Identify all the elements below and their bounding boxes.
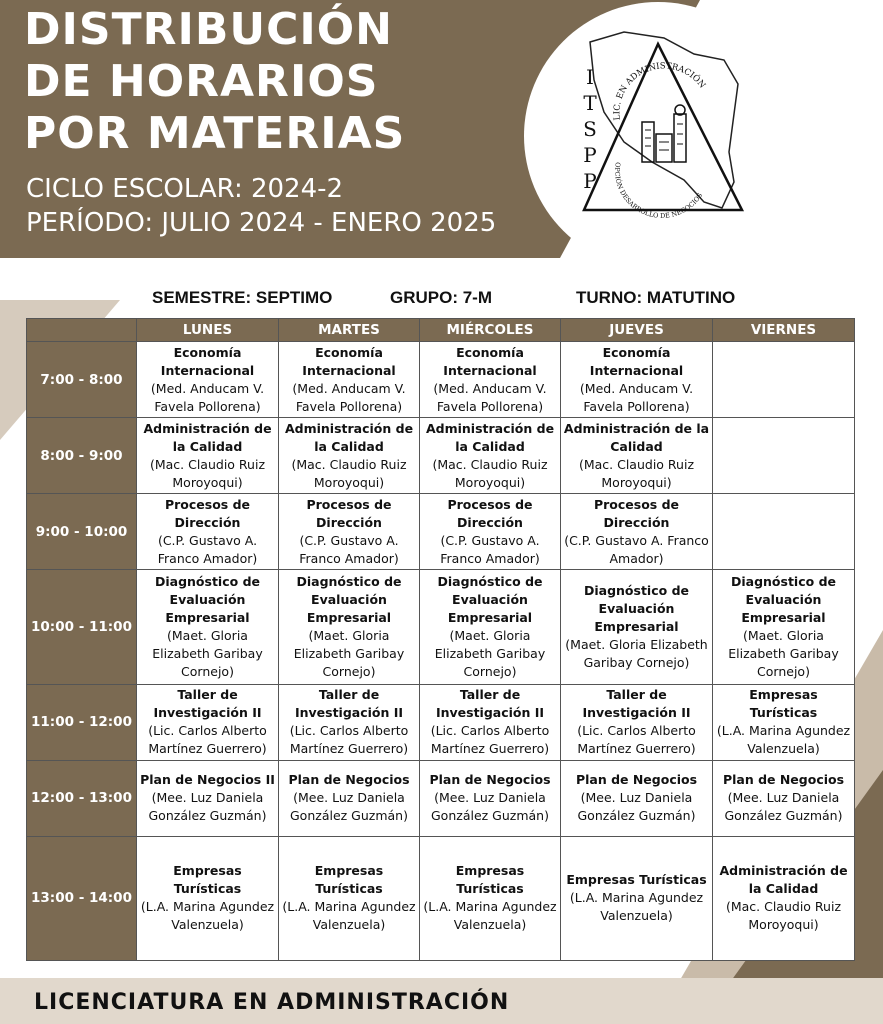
- period-text: PERÍODO: JULIO 2024 - ENERO 2025: [26, 208, 497, 238]
- professor-name: (Mac. Claudio Ruiz Moroyoqui): [291, 456, 407, 490]
- schedule-cell: [713, 570, 855, 684]
- table-row: [27, 418, 855, 494]
- professor-name: (Med. Anducam V. Favela Pollorena): [579, 380, 694, 414]
- subject-name: Administración de la Calidad: [425, 420, 555, 454]
- group-label: GRUPO: 7-M: [390, 288, 492, 307]
- schedule-cell: [561, 760, 713, 836]
- title-line: POR MATERIAS: [24, 108, 406, 159]
- subject-name: Administración de la Calidad: [719, 863, 848, 897]
- schedule-cell: [279, 418, 420, 494]
- schedule-cell: [561, 836, 713, 960]
- time-slot: 7:00 - 8:00: [27, 342, 137, 418]
- schedule-cell: [137, 684, 279, 760]
- day-header: MIÉRCOLES: [420, 319, 561, 342]
- professor-name: (Med. Anducam V. Favela Pollorena): [150, 380, 265, 414]
- schedule-cell: [279, 684, 420, 760]
- schedule-cell: [137, 342, 279, 418]
- subject-name: Taller de Investigación II: [294, 687, 404, 721]
- schedule-cell: [420, 418, 561, 494]
- semester-label: SEMESTRE: SEPTIMO: [152, 288, 333, 307]
- subject-name: Administración de la Calidad: [563, 420, 710, 454]
- schedule-cell: [137, 760, 279, 836]
- subject-name: Empresas Turísticas: [749, 687, 818, 721]
- schedule-cell: [561, 342, 713, 418]
- schedule-cell: [279, 342, 420, 418]
- subject-name: Taller de Investigación II: [435, 687, 545, 721]
- subject-name: Diagnóstico de Evaluación Empresarial: [583, 582, 689, 634]
- cycle-info: [26, 172, 496, 240]
- subject-name: Administración de la Calidad: [143, 420, 272, 454]
- schedule-cell: [137, 418, 279, 494]
- time-slot: 12:00 - 13:00: [27, 760, 137, 836]
- schedule-cell: [561, 684, 713, 760]
- subject-name: Plan de Negocios: [429, 772, 551, 788]
- day-header: MARTES: [279, 319, 420, 342]
- subject-name: Plan de Negocios: [288, 772, 410, 788]
- page-title: [24, 4, 405, 160]
- professor-name: (Lic. Carlos Alberto Martínez Guerrero): [289, 723, 409, 757]
- professor-name: (Mee. Luz Daniela González Guzmán): [724, 790, 843, 824]
- subject-name: Procesos de Dirección: [593, 496, 680, 530]
- professor-name: (L.A. Marina Agundez Valenzuela): [569, 890, 704, 924]
- professor-name: (L.A. Marina Agundez Valenzuela): [716, 723, 851, 757]
- schedule-cell: [137, 570, 279, 684]
- schedule-cell: [420, 684, 561, 760]
- schedule-cell: [561, 494, 713, 570]
- time-slot: 9:00 - 10:00: [27, 494, 137, 570]
- header-corner: [27, 319, 137, 342]
- subject-name: Diagnóstico de Evaluación Empresarial: [296, 573, 402, 625]
- shift-label: TURNO: MATUTINO: [576, 288, 736, 307]
- itspp-logo-icon: [524, 2, 792, 270]
- professor-name: (Maet. Gloria Elizabeth Garibay Cornejo): [565, 636, 708, 670]
- subject-name: Procesos de Dirección: [306, 496, 392, 530]
- professor-name: (Mac. Claudio Ruiz Moroyoqui): [578, 456, 695, 490]
- time-slot: 13:00 - 14:00: [27, 836, 137, 960]
- subject-name: Economía Internacional: [443, 344, 537, 378]
- table-row: [27, 494, 855, 570]
- professor-name: (C.P. Gustavo A. Franco Amador): [564, 532, 709, 566]
- title-line: DISTRIBUCIÓN: [24, 4, 394, 55]
- subject-name: Taller de Investigación II: [582, 687, 691, 721]
- schedule-cell: [420, 760, 561, 836]
- professor-name: (Lic. Carlos Alberto Martínez Guerrero): [148, 723, 267, 757]
- schedule-cell: [420, 342, 561, 418]
- schedule-cell: [279, 760, 420, 836]
- professor-name: (Mee. Luz Daniela González Guzmán): [290, 790, 408, 824]
- cycle-text: CICLO ESCOLAR: 2024-2: [26, 174, 344, 204]
- title-line: DE HORARIOS: [24, 56, 379, 107]
- time-slot: 10:00 - 11:00: [27, 570, 137, 684]
- subject-name: Empresas Turísticas: [566, 872, 707, 888]
- professor-name: (Maet. Gloria Elizabeth Garibay Cornejo): [728, 627, 839, 679]
- schedule-cell: [713, 836, 855, 960]
- time-slot: 11:00 - 12:00: [27, 684, 137, 760]
- schedule-cell: [561, 570, 713, 684]
- schedule-cell: [279, 836, 420, 960]
- subject-name: Empresas Turísticas: [314, 863, 384, 897]
- professor-name: (L.A. Marina Agundez Valenzuela): [282, 899, 416, 933]
- logo-letter: I: [586, 65, 594, 89]
- schedule-cell: [713, 418, 855, 494]
- table-header-row: [27, 319, 855, 342]
- professor-name: (C.P. Gustavo A. Franco Amador): [157, 532, 258, 566]
- table-row: [27, 342, 855, 418]
- professor-name: (Lic. Carlos Alberto Martínez Guerrero): [577, 723, 696, 757]
- professor-name: (Mac. Claudio Ruiz Moroyoqui): [432, 456, 548, 490]
- schedule-cell: [137, 836, 279, 960]
- footer-title: LICENCIATURA EN ADMINISTRACIÓN: [34, 990, 510, 1015]
- schedule-cell: [420, 836, 561, 960]
- subject-name: Procesos de Dirección: [447, 496, 533, 530]
- logo-letter: S: [583, 117, 597, 141]
- subject-name: Diagnóstico de Evaluación Empresarial: [437, 573, 543, 625]
- schedule-cell: [137, 494, 279, 570]
- schedule-cell: [713, 494, 855, 570]
- professor-name: (Maet. Gloria Elizabeth Garibay Cornejo): [152, 627, 263, 679]
- subject-name: Diagnóstico de Evaluación Empresarial: [730, 573, 836, 625]
- table-row: [27, 684, 855, 760]
- subject-name: Economía Internacional: [302, 344, 396, 378]
- schedule-cell: [279, 570, 420, 684]
- professor-name: (Lic. Carlos Alberto Martínez Guerrero): [430, 723, 550, 757]
- professor-name: (Mee. Luz Daniela González Guzmán): [431, 790, 549, 824]
- logo-letter: P: [583, 143, 597, 167]
- subject-name: Plan de Negocios II: [140, 772, 275, 788]
- schedule-cell: [420, 570, 561, 684]
- subject-name: Procesos de Dirección: [164, 496, 251, 530]
- schedule-cell: [713, 760, 855, 836]
- day-header: VIERNES: [713, 319, 855, 342]
- day-header: JUEVES: [561, 319, 713, 342]
- subject-name: Economía Internacional: [589, 344, 684, 378]
- day-header: LUNES: [137, 319, 279, 342]
- subject-name: Economía Internacional: [160, 344, 255, 378]
- schedule-cell: [713, 342, 855, 418]
- professor-name: (Maet. Gloria Elizabeth Garibay Cornejo): [293, 627, 405, 679]
- schedule-cell: [561, 418, 713, 494]
- professor-name: (Maet. Gloria Elizabeth Garibay Cornejo): [434, 627, 546, 679]
- subject-name: Diagnóstico de Evaluación Empresarial: [154, 573, 260, 625]
- logo-arc-bottom: OPCIÓN DESARROLLO DE NEGOCIOS: [613, 161, 705, 220]
- logo-arc-top: LIC. EN ADMINISTRACIÓN: [612, 61, 708, 121]
- time-slot: 8:00 - 9:00: [27, 418, 137, 494]
- professor-name: (Mac. Claudio Ruiz Moroyoqui): [149, 456, 266, 490]
- logo-letter: T: [583, 91, 597, 115]
- schedule-cell: [713, 684, 855, 760]
- table-row: [27, 570, 855, 684]
- subject-name: Taller de Investigación II: [153, 687, 262, 721]
- professor-name: (C.P. Gustavo A. Franco Amador): [440, 532, 540, 566]
- schedule-cell: [279, 494, 420, 570]
- schedule-table: [26, 318, 855, 961]
- professor-name: (C.P. Gustavo A. Franco Amador): [299, 532, 399, 566]
- professor-name: (L.A. Marina Agundez Valenzuela): [140, 899, 275, 933]
- table-row: [27, 760, 855, 836]
- subject-name: Empresas Turísticas: [173, 863, 242, 897]
- subject-name: Administración de la Calidad: [284, 420, 414, 454]
- professor-name: (L.A. Marina Agundez Valenzuela): [423, 899, 557, 933]
- schedule-cell: [420, 494, 561, 570]
- professor-name: (Mee. Luz Daniela González Guzmán): [577, 790, 696, 824]
- table-row: [27, 836, 855, 960]
- professor-name: (Med. Anducam V. Favela Pollorena): [433, 380, 547, 414]
- professor-name: (Mee. Luz Daniela González Guzmán): [148, 790, 267, 824]
- subject-name: Plan de Negocios: [722, 772, 845, 788]
- subject-name: Empresas Turísticas: [455, 863, 525, 897]
- logo-letter: P: [583, 169, 597, 193]
- subject-name: Plan de Negocios: [575, 772, 698, 788]
- professor-name: (Med. Anducam V. Favela Pollorena): [292, 380, 406, 414]
- logo: [524, 2, 792, 270]
- professor-name: (Mac. Claudio Ruiz Moroyoqui): [725, 899, 842, 933]
